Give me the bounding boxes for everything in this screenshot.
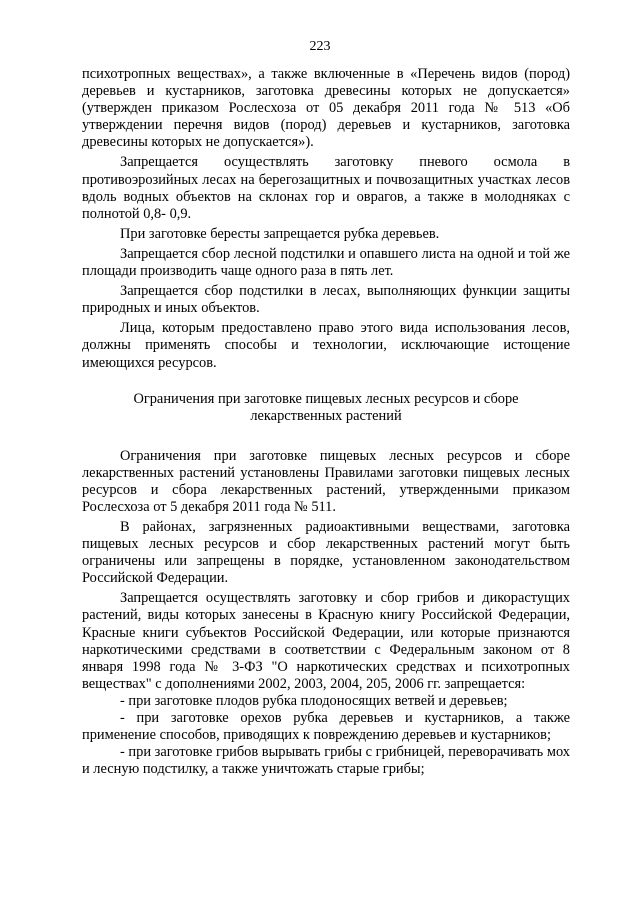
section-heading-line: лекарственных растений — [250, 408, 402, 425]
paragraph: При заготовке бересты запрещается рубка деревьев. — [120, 225, 440, 242]
list-item: - при заготовке грибов вырывать грибы с грибницей, переворачивать мох и лесную подстилку, а также уничтожать старые грибы; — [82, 744, 570, 778]
paragraph: Запрещается осуществлять заготовку пневого осмола в противоэрозийных лесах на берегозащитных и почвозащитных участках лесов вдоль водных объектов на склонах гор и оврагов, а также в молодняках с полнотой 0,8- 0,9. — [82, 154, 570, 222]
paragraph: Запрещается осуществлять заготовку и сбор грибов и дикорастущих растений, виды которых занесены в Красную книгу Российской Федерации, Красные книги субъектов Российской Федерации, или которые признаются наркотическими средствами в соответствии с Федеральным законом от 8 января 1998 года № 3-ФЗ "О наркотических средствах и психотропных веществах" с дополнениями 2002, 2003, 2004, 205, 2006 гг. запрещается: — [82, 590, 570, 692]
paragraph: Запрещается сбор лесной подстилки и опавшего листа на одной и той же площади производить чаще одного раза в пять лет. — [82, 245, 570, 280]
paragraph: Ограничения при заготовке пищевых лесных ресурсов и сборе лекарственных растений установлены Правилами заготовки пищевых лесных ресурсов и сбора лекарственных растений, утвержденными приказом Рослесхоза от 5 декабря 2011 года № 511. — [82, 447, 570, 515]
paragraph: В районах, загрязненных радиоактивными веществами, заготовка пищевых лесных ресурсов и сбор лекарственных растений могут быть ограничены или запрещены в порядке, установленном законодательством Российской Федерации. — [82, 518, 570, 587]
list-item: - при заготовке плодов рубка плодоносящих ветвей и деревьев; — [120, 692, 508, 709]
paragraph: Лица, которым предоставлено право этого вида использования лесов, должны применять способы и технологии, исключающие истощение имеющихся ресурсов. — [82, 320, 570, 371]
paragraph: Запрещается сбор подстилки в лесах, выполняющих функции защиты природных и иных объектов. — [82, 283, 570, 317]
document-body — [82, 66, 570, 778]
section-heading — [82, 391, 570, 426]
section-heading-line: Ограничения при заготовке пищевых лесных ресурсов и сборе — [133, 390, 519, 407]
list-item: - при заготовке орехов рубка деревьев и кустарников, а также применение способов, приводящих к повреждению деревьев и кустарников; — [82, 710, 570, 744]
page-number: 223 — [309, 39, 331, 54]
paragraph: психотропных веществах», а также включенные в «Перечень видов (пород) деревьев и кустарников, заготовка древесины которых не допускается» (утвержден приказом Рослесхоза от 05 декабря 2011 года № 513 «Об утверждении перечня видов (пород) деревьев и кустарников, заготовка древесины которых не допускается»). — [82, 66, 570, 151]
